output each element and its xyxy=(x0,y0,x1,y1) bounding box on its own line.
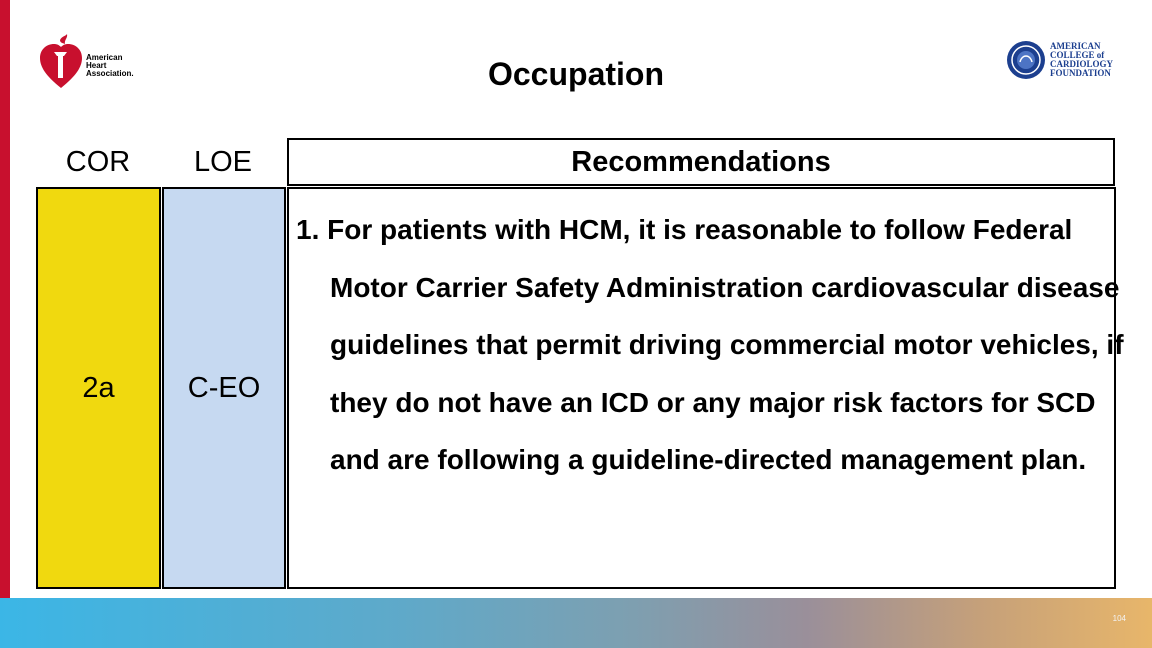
recommendation-text: 1. For patients with HCM, it is reasonable to follow Federal Motor Carrier Safety Administration cardiovascular disease guidelines that permit driving commercial motor vehicles, if they do not have an ICD or any major risk factors for SCD and are following a guideline-directed management plan. xyxy=(296,214,1124,475)
page-number: 104 xyxy=(1112,614,1126,623)
header-recommendations: Recommendations xyxy=(287,138,1115,186)
header-loe: LOE xyxy=(193,145,253,178)
cor-value: 2a xyxy=(82,371,115,404)
acc-wordmark: AMERICAN COLLEGE of CARDIOLOGY FOUNDATION xyxy=(1050,41,1114,78)
slide-title: Occupation xyxy=(487,56,664,92)
header-cor: COR xyxy=(65,145,131,178)
cor-cell xyxy=(36,187,161,589)
loe-value: C-EO xyxy=(187,371,261,404)
footer-band xyxy=(0,598,1152,648)
loe-cell xyxy=(162,187,286,589)
aha-wordmark: American Heart Association. xyxy=(86,53,134,78)
recommendation-cell xyxy=(287,187,1124,589)
